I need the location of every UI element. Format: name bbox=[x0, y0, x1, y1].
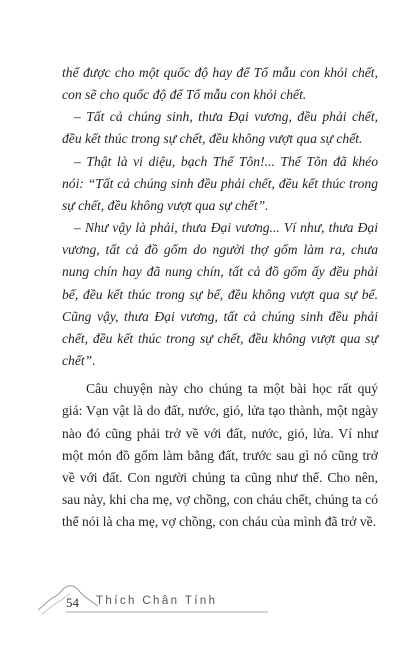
page-footer bbox=[38, 568, 278, 616]
page-number: 54 bbox=[66, 595, 79, 610]
page-body bbox=[62, 62, 378, 533]
paragraph-4: – Như vậy là phải, thưa Đại vương... Ví như, thưa Đại vương, tất cả đồ gốm do người thợ gốm làm ra, chưa nung chín hay đã nung chín, tất cả đồ gốm ấy đều phải bể, đều kết thúc trong sự bể, đều không vượt qua sự bể. Cũng vậy, thưa Đại vương, tất cả chúng sinh đều phải chết, đều kết thúc trong sự chết, đều không vượt qua sự chết”. bbox=[62, 220, 378, 369]
paragraph-1: thể được cho một quốc độ hay để Tổ mẫu con khỏi chết, con sẽ cho quốc độ để Tổ mẫu con khỏi chết. bbox=[62, 65, 378, 103]
paragraph-3: – Thật là vi diệu, bạch Thế Tôn!... Thế Tôn đã khéo nói: “Tất cả chúng sinh đều phải chết, đều kết thúc trong sự chết, đều không vượt qua sự chết”. bbox=[62, 153, 378, 213]
running-title: Thích Chân Tính bbox=[96, 595, 218, 607]
paragraph-5: Câu chuyện này cho chúng ta một bài học rất quý giá: Vạn vật là do đất, nước, gió, lửa tạo thành, một ngày nào đó cũng phải trở về với đất, nước, gió, lửa. Ví như một món đồ gốm làm bằng đất, trước sau gì nó cũng trở về với đất. Con người chúng ta cũng như thế. Cho nên, sau này, khi cha mẹ, vợ chồng, con cháu chết, chúng ta có thể nói là cha mẹ, vợ chồng, con cháu của mình đã trở về. bbox=[62, 381, 378, 530]
paragraph-2: – Tất cả chúng sinh, thưa Đại vương, đều phải chết, đều kết thúc trong sự chết, đều không vượt qua sự chết. bbox=[62, 109, 378, 147]
